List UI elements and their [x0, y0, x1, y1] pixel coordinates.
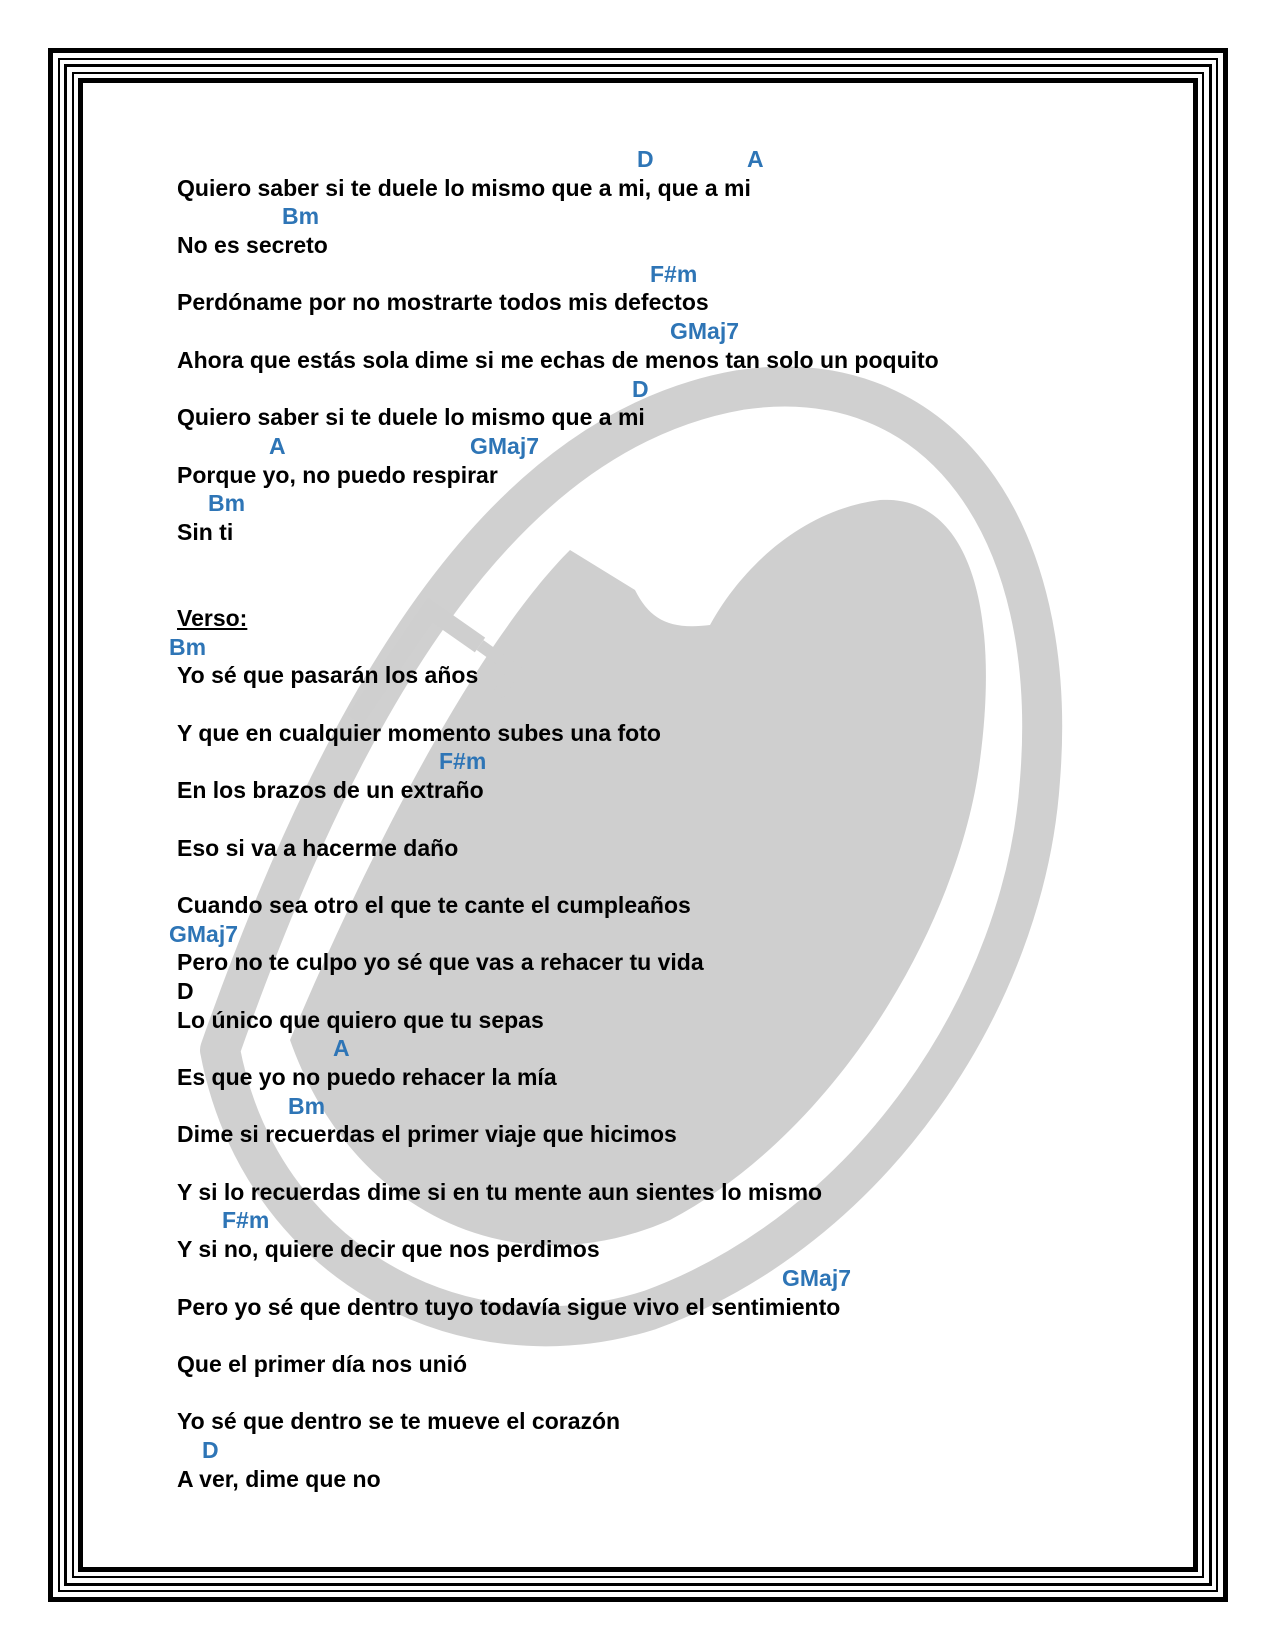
- chord-line: [177, 432, 1177, 461]
- chord: D: [637, 146, 654, 172]
- chord: A: [747, 146, 764, 172]
- chord: A: [269, 432, 286, 459]
- lyric-line: Quiero saber si te duele lo mismo que a mi: [177, 404, 645, 431]
- song-sheet: [169, 145, 1177, 1493]
- lyric-line: Y si no, quiere decir que nos perdimos: [177, 1236, 600, 1263]
- chord: Bm: [282, 203, 320, 230]
- chord-line: [177, 260, 1177, 289]
- lyric-line: Yo sé que pasarán los años: [177, 662, 479, 689]
- blank-line: [177, 547, 1177, 576]
- lyric-line: Y si lo recuerdas dime si en tu mente aun sientes lo mismo: [177, 1178, 823, 1205]
- chord-line: [177, 1206, 1177, 1235]
- chord-line: [177, 747, 1177, 776]
- chord-line: [177, 375, 1177, 404]
- chord-line: [177, 317, 1177, 346]
- lyric-line: Y que en cualquier momento subes una foto: [177, 719, 661, 746]
- blank-line: [177, 1321, 1177, 1350]
- lyric-line: Cuando sea otro el que te cante el cumpleaños: [177, 891, 691, 918]
- blank-line: [177, 1149, 1177, 1178]
- lyric-line: Quiero saber si te duele lo mismo que a mi, que a mi: [177, 174, 751, 201]
- chord: GMaj7: [169, 920, 239, 947]
- chord-line: [177, 1092, 1177, 1121]
- lyric-line: Ahora que estás sola dime si me echas de menos tan solo un poquito: [177, 346, 939, 373]
- chord: Bm: [169, 633, 207, 660]
- chord-line: [177, 202, 1177, 231]
- lyric-line: En los brazos de un extraño: [177, 777, 484, 804]
- blank-line: [177, 1379, 1177, 1408]
- chord: D: [202, 1436, 219, 1463]
- section-heading: Verso:: [177, 605, 248, 631]
- blank-line: [177, 575, 1177, 604]
- chord: F#m: [650, 260, 698, 287]
- lyric-line: Eso si va a hacerme daño: [177, 834, 459, 861]
- blank-line: [177, 862, 1177, 891]
- chord-line: [169, 920, 1177, 949]
- chord-line: [177, 1034, 1177, 1063]
- lyric-line: Yo sé que dentro se te mueve el corazón: [177, 1408, 621, 1435]
- chord: Bm: [208, 490, 246, 517]
- chord: D: [632, 375, 649, 402]
- chord: GMaj7: [670, 318, 740, 345]
- lyric-line: Dime si recuerdas el primer viaje que hicimos: [177, 1121, 677, 1148]
- chord-line: [177, 1264, 1177, 1293]
- lyric-line: D: [177, 977, 194, 1004]
- lyric-line: Que el primer día nos unió: [177, 1350, 468, 1377]
- chord: F#m: [439, 748, 487, 775]
- chord-line: [177, 145, 1177, 174]
- chord: GMaj7: [782, 1264, 852, 1291]
- chord: F#m: [222, 1207, 270, 1234]
- chord-line: [169, 633, 1177, 662]
- lyric-line: Es que yo no puedo rehacer la mía: [177, 1064, 557, 1090]
- lyric-line: Porque yo, no puedo respirar: [177, 461, 498, 488]
- lyric-line: Pero yo sé que dentro tuyo todavía sigue vivo el sentimiento: [177, 1293, 841, 1320]
- lyric-line: No es secreto: [177, 232, 328, 259]
- blank-line: [177, 690, 1177, 719]
- chord: GMaj7: [470, 432, 540, 459]
- chord-line: [177, 489, 1177, 518]
- blank-line: [177, 805, 1177, 834]
- lyric-line: Pero no te culpo yo sé que vas a rehacer tu vida: [177, 949, 704, 976]
- lyric-line: Lo único que quiero que tu sepas: [177, 1006, 544, 1033]
- chord: A: [333, 1035, 350, 1062]
- chord: Bm: [288, 1092, 326, 1119]
- chord-line: [177, 1436, 1177, 1465]
- lyric-line: Sin ti: [177, 518, 234, 545]
- lyric-line: A ver, dime que no: [177, 1465, 381, 1492]
- lyric-line: Perdóname por no mostrarte todos mis defectos: [177, 289, 709, 316]
